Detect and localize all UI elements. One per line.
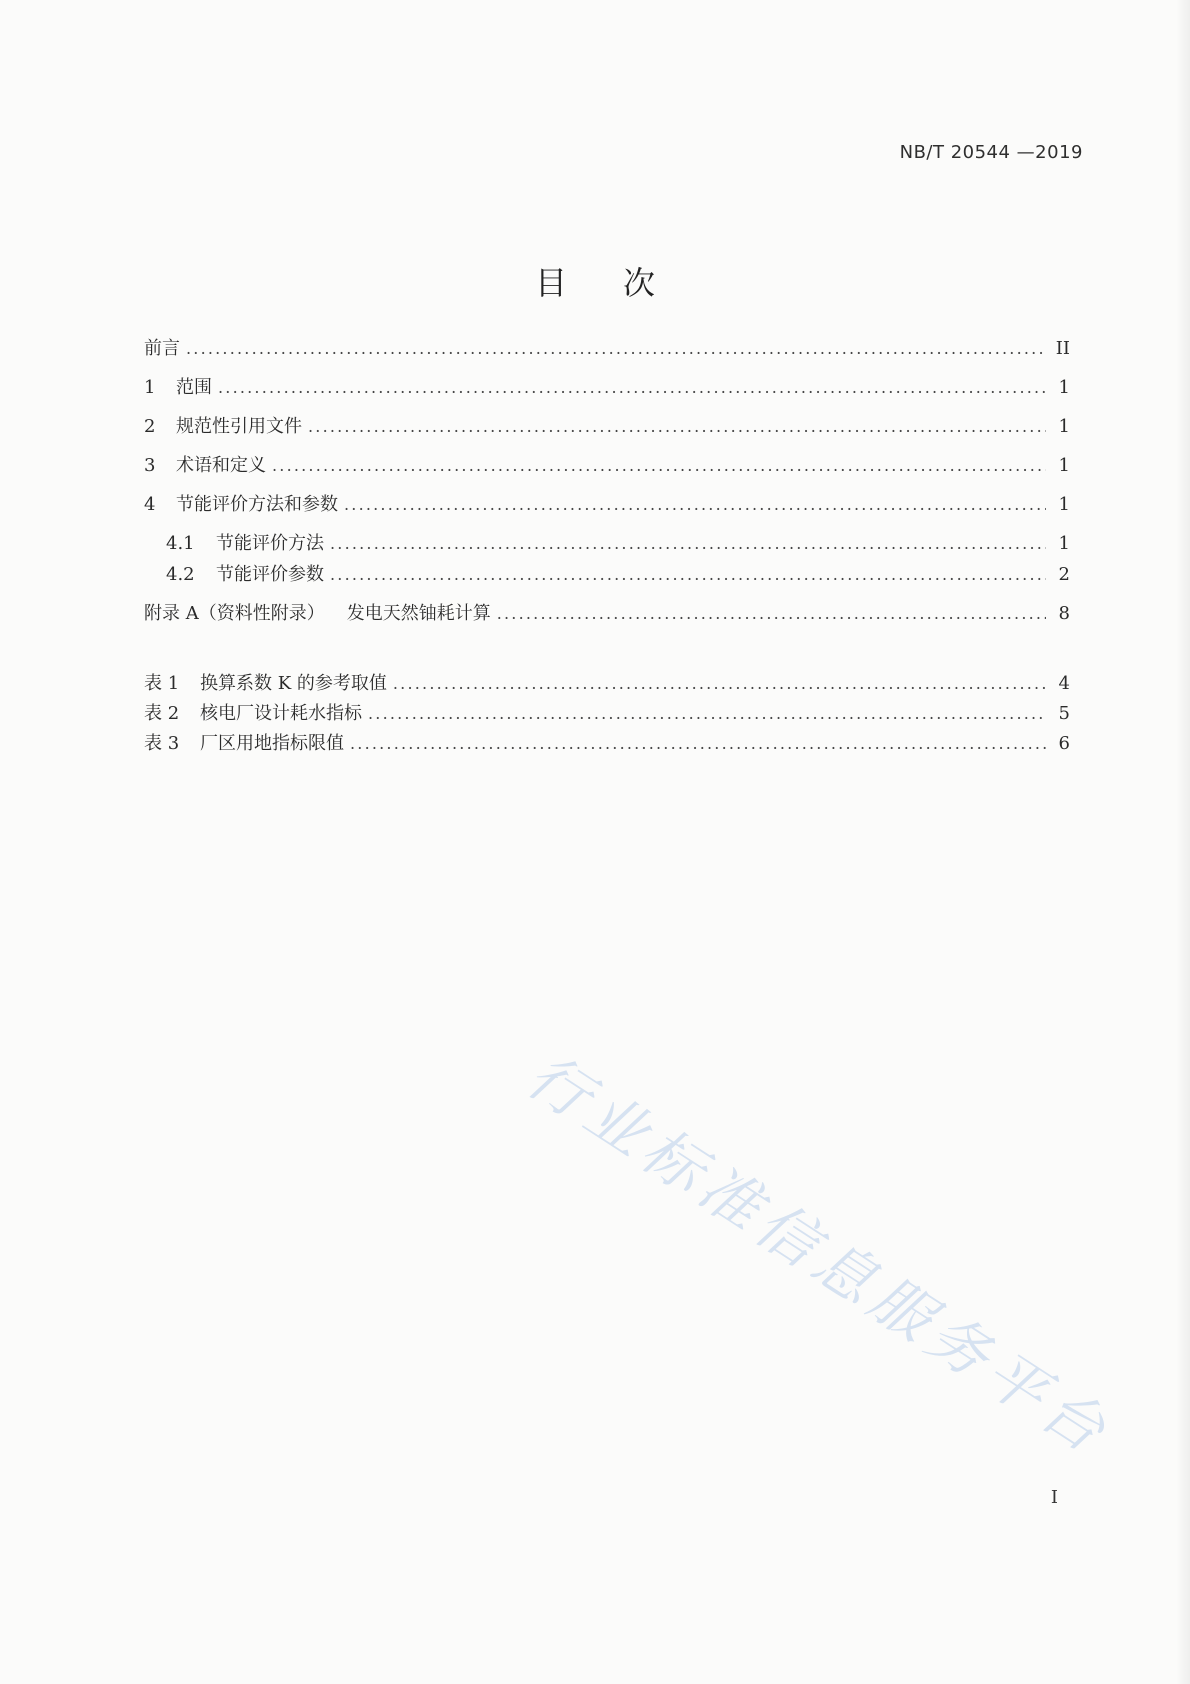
- toc-table-number: 表 2: [144, 703, 180, 724]
- watermark: 行业标准信息服务平台: [514, 1040, 1124, 1470]
- toc-entry-evaluation-methods[interactable]: [166, 533, 1070, 555]
- toc-entry-label: [144, 733, 344, 755]
- toc-leader-dots: [186, 338, 1046, 360]
- toc-entry-text: 换算系数 K 的参考取值: [200, 673, 387, 694]
- toc-entry-text: 厂区用地指标限值: [200, 733, 344, 754]
- toc-leader-dots: [344, 494, 1046, 516]
- page-folio: I: [1050, 1487, 1058, 1508]
- toc-entry-scope[interactable]: [144, 377, 1070, 399]
- toc-table-number: 表 1: [144, 673, 180, 694]
- toc-entry-evaluation-parameters[interactable]: [166, 564, 1070, 586]
- toc-entry-normative-references[interactable]: [144, 416, 1070, 438]
- toc-entry-text: 规范性引用文件: [176, 416, 302, 437]
- toc-entry-number: 2: [144, 416, 156, 437]
- toc-leader-dots: [218, 377, 1046, 399]
- toc-entry-text: 核电厂设计耗水指标: [200, 703, 362, 724]
- toc-entry-text: 发电天然铀耗计算: [346, 603, 491, 624]
- toc-entry-number: 1: [144, 377, 156, 398]
- toc-entry-text: 节能评价方法和参数: [176, 494, 338, 515]
- toc-entry-text: 范围: [176, 377, 212, 398]
- toc-title: 目次: [534, 264, 711, 302]
- toc-leader-dots: [393, 673, 1046, 695]
- toc-entry-number: 4.1: [166, 533, 195, 554]
- toc-page-number: 1: [1058, 533, 1070, 554]
- toc-table-entry-2[interactable]: [144, 703, 1070, 725]
- toc-entry-evaluation-methods-parameters[interactable]: [144, 494, 1070, 516]
- toc-entry-appendix-a[interactable]: [144, 603, 1070, 625]
- toc-page-number: 6: [1058, 733, 1070, 754]
- toc-entry-text: 节能评价参数: [216, 564, 324, 585]
- toc-leader-dots: [330, 533, 1046, 555]
- toc-page-number: 2: [1058, 564, 1070, 585]
- toc-entry-text: 节能评价方法: [216, 533, 324, 554]
- toc-entry-foreword[interactable]: [144, 338, 1070, 360]
- toc-leader-dots: [308, 416, 1046, 438]
- toc-entry-number: 4: [144, 494, 156, 515]
- toc-entry-text: 前言: [144, 338, 180, 359]
- toc-page-number: 4: [1058, 673, 1070, 694]
- toc-entry-text: 术语和定义: [176, 455, 266, 476]
- toc-page-number: 1: [1058, 377, 1070, 398]
- toc-leader-dots: [330, 564, 1046, 586]
- toc-page-number: 1: [1058, 455, 1070, 476]
- toc-entry-label: [144, 703, 362, 725]
- toc-entry-label: [144, 494, 338, 516]
- toc-entry-label: [144, 338, 180, 360]
- toc-entry-number: 附录 A（资料性附录）: [144, 603, 325, 624]
- standard-number: NB/T 20544 —2019: [899, 142, 1083, 163]
- toc-entry-label: [144, 603, 491, 625]
- toc-table-entry-1[interactable]: [144, 673, 1070, 695]
- toc-entry-terms-definitions[interactable]: [144, 455, 1070, 477]
- toc-leader-dots: [272, 455, 1046, 477]
- toc-page-number: 1: [1058, 416, 1070, 437]
- toc-leader-dots: [497, 603, 1046, 625]
- toc-table-entry-3[interactable]: [144, 733, 1070, 755]
- scan-edge-shadow: [1176, 0, 1190, 1684]
- toc-page-number: 1: [1058, 494, 1070, 515]
- toc-entry-label: [166, 564, 324, 586]
- toc-leader-dots: [368, 703, 1046, 725]
- toc-page-number: 5: [1058, 703, 1070, 724]
- toc-entry-label: [144, 416, 302, 438]
- toc-entry-label: [144, 455, 266, 477]
- toc-entry-label: [144, 673, 387, 695]
- toc-leader-dots: [350, 733, 1046, 755]
- toc-entry-label: [144, 377, 212, 399]
- toc-page-number: II: [1055, 338, 1070, 359]
- toc-entry-label: [166, 533, 324, 555]
- toc-entry-number: 4.2: [166, 564, 195, 585]
- toc-entry-number: 3: [144, 455, 156, 476]
- toc-page-number: 8: [1058, 603, 1070, 624]
- toc-table-number: 表 3: [144, 733, 180, 754]
